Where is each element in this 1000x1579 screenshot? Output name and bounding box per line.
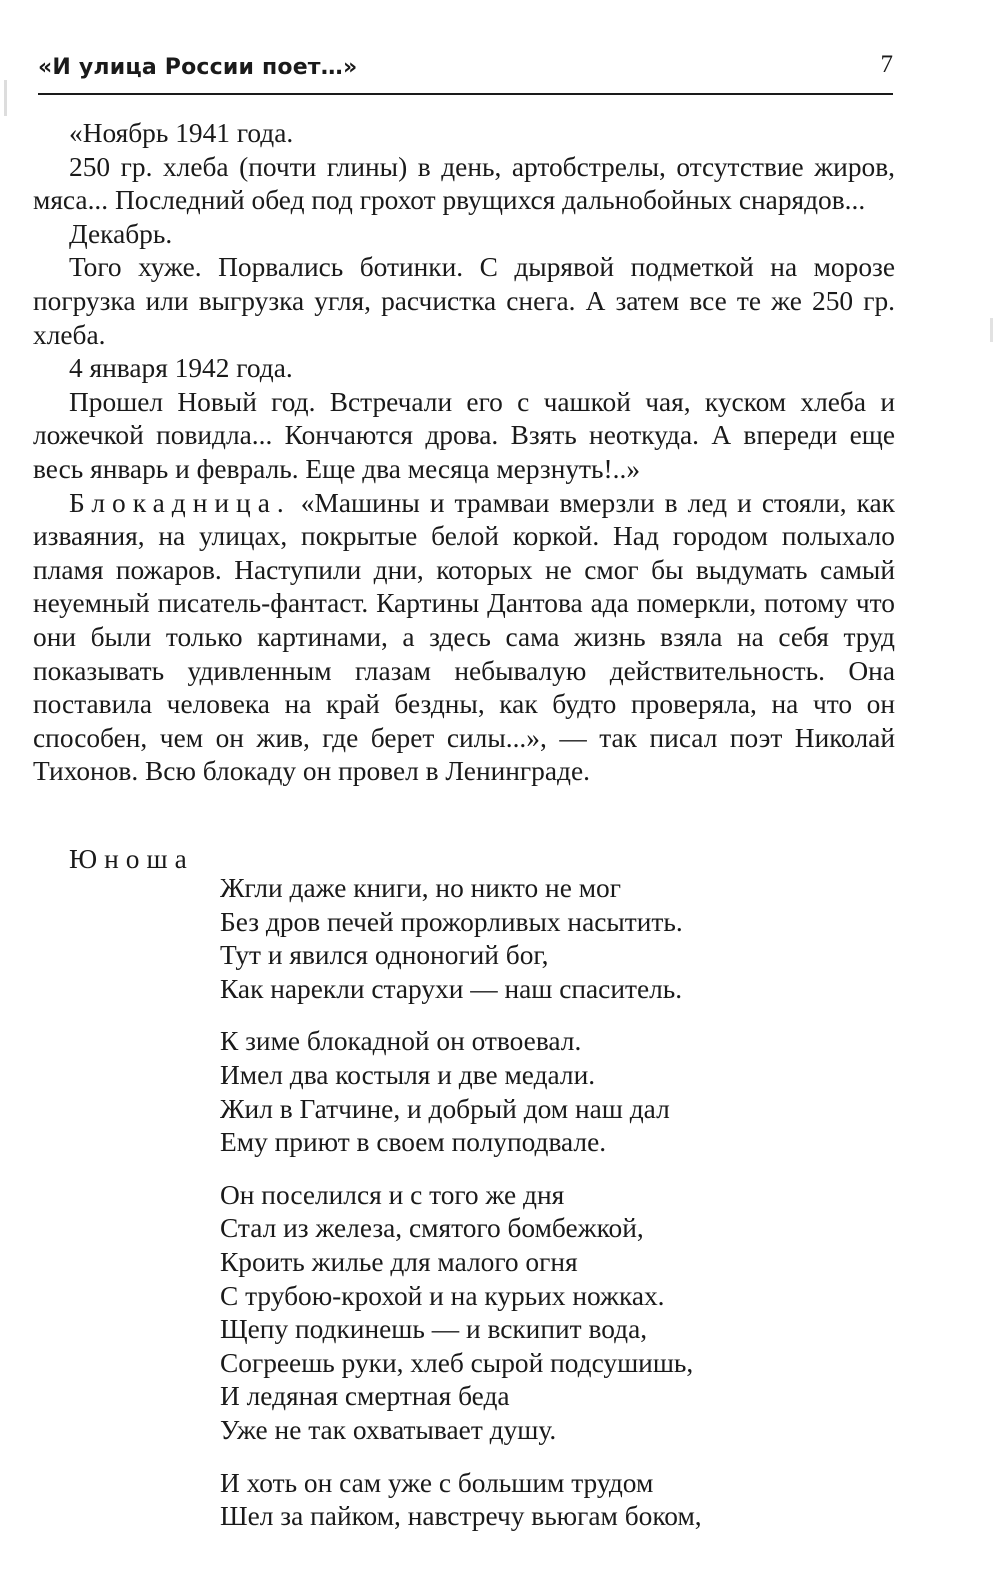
stanza (220, 1025, 920, 1159)
stanza (220, 872, 920, 1006)
poem-line: Он поселился и с того же дня (220, 1179, 565, 1210)
prose-body (33, 117, 895, 789)
poem-line: Тут и явился одноногий бог, (220, 940, 549, 971)
header-rule (38, 93, 893, 95)
poem-line: Шел за пайком, навстречу вьюгам боком, (220, 1501, 702, 1532)
paragraph: 250 гр. хлеба (почти глины) в день, артобстрелы, отсутствие жиров, мяса... Последний обед под грохот рвущихся дальнобойных снарядов... (33, 151, 895, 216)
poem-line: Ему приют в своем полуподвале. (220, 1127, 607, 1158)
paragraph: Того хуже. Порвались ботинки. С дырявой подметкой на морозе погрузка или выгрузка угля, расчистка снега. А затем все те же 250 гр. хлеба. (33, 252, 895, 350)
poem-line: Кроить жилье для малого огня (220, 1246, 578, 1277)
poem-line: Жгли даже книги, но никто не мог (220, 873, 621, 903)
poem-line: И хоть он сам уже с большим трудом (220, 1467, 654, 1498)
poem-line: С трубою-крохой и на курьих ножках. (220, 1280, 665, 1311)
paragraph: Декабрь. (69, 218, 173, 249)
poem-line: Имел два костыля и две медали. (220, 1059, 596, 1090)
poem-line: Согреешь руки, хлеб сырой подсушишь, (220, 1347, 694, 1378)
paragraph (33, 487, 895, 789)
paragraph: 4 января 1942 года. (69, 353, 293, 384)
paragraph: «Ноябрь 1941 года. (69, 118, 294, 148)
speaker-label: Блокадница. (69, 487, 291, 518)
running-title: «И улица России поет…» (38, 55, 358, 80)
poem-line: Уже не так охватывает душу. (220, 1414, 557, 1445)
poem-line: Щепу подкинешь — и вскипит вода, (220, 1314, 648, 1345)
poem-line: Стал из железа, смятого бомбежкой, (220, 1213, 644, 1244)
paragraph-text: «Машины и трамваи вмерзли в лед и стояли, как изваяния, на улицах, покрытые белой коркой. Над городом полыхало пламя пожаров. Наступили дни, которых не смог бы выдумать самый неуемный писатель-фантаст. Картины Дантова ада померкли, потому что они были только картинами, а здесь сама жизнь взяла на себя труд показывать удивленным глазам небывалую действительность. Она поставила человека на край бездны, как будто проверяла, на что он способен, чем он жив, где берет силы...», — так писал поэт Николай Тихонов. Всю блокаду он провел в Ленинграде. (33, 487, 895, 787)
poem (220, 872, 920, 1553)
poem-line: Жил в Гатчине, и добрый дом наш дал (220, 1093, 670, 1124)
poem-line: К зиме блокадной он отвоевал. (220, 1026, 582, 1057)
paragraph: Прошел Новый год. Встречали его с чашкой чая, куском хлеба и ложечкой повидла... Кончаются дрова. Взять неоткуда. А впереди еще весь январь и февраль. Еще два месяца мерзнуть!..» (33, 386, 895, 484)
poem-line: И ледяная смертная беда (220, 1381, 510, 1412)
poem-line: Как нарекли старухи — наш спаситель. (220, 973, 683, 1004)
scan-edge-mark (990, 318, 993, 342)
scan-edge-mark (4, 80, 7, 116)
stanza (220, 1179, 920, 1448)
stanza (220, 1467, 920, 1534)
poem-line: Без дров печей прожорливых насытить. (220, 906, 683, 937)
page-number: 7 (880, 51, 893, 78)
running-header (38, 51, 893, 89)
poem-speaker: Юноша (69, 844, 194, 874)
